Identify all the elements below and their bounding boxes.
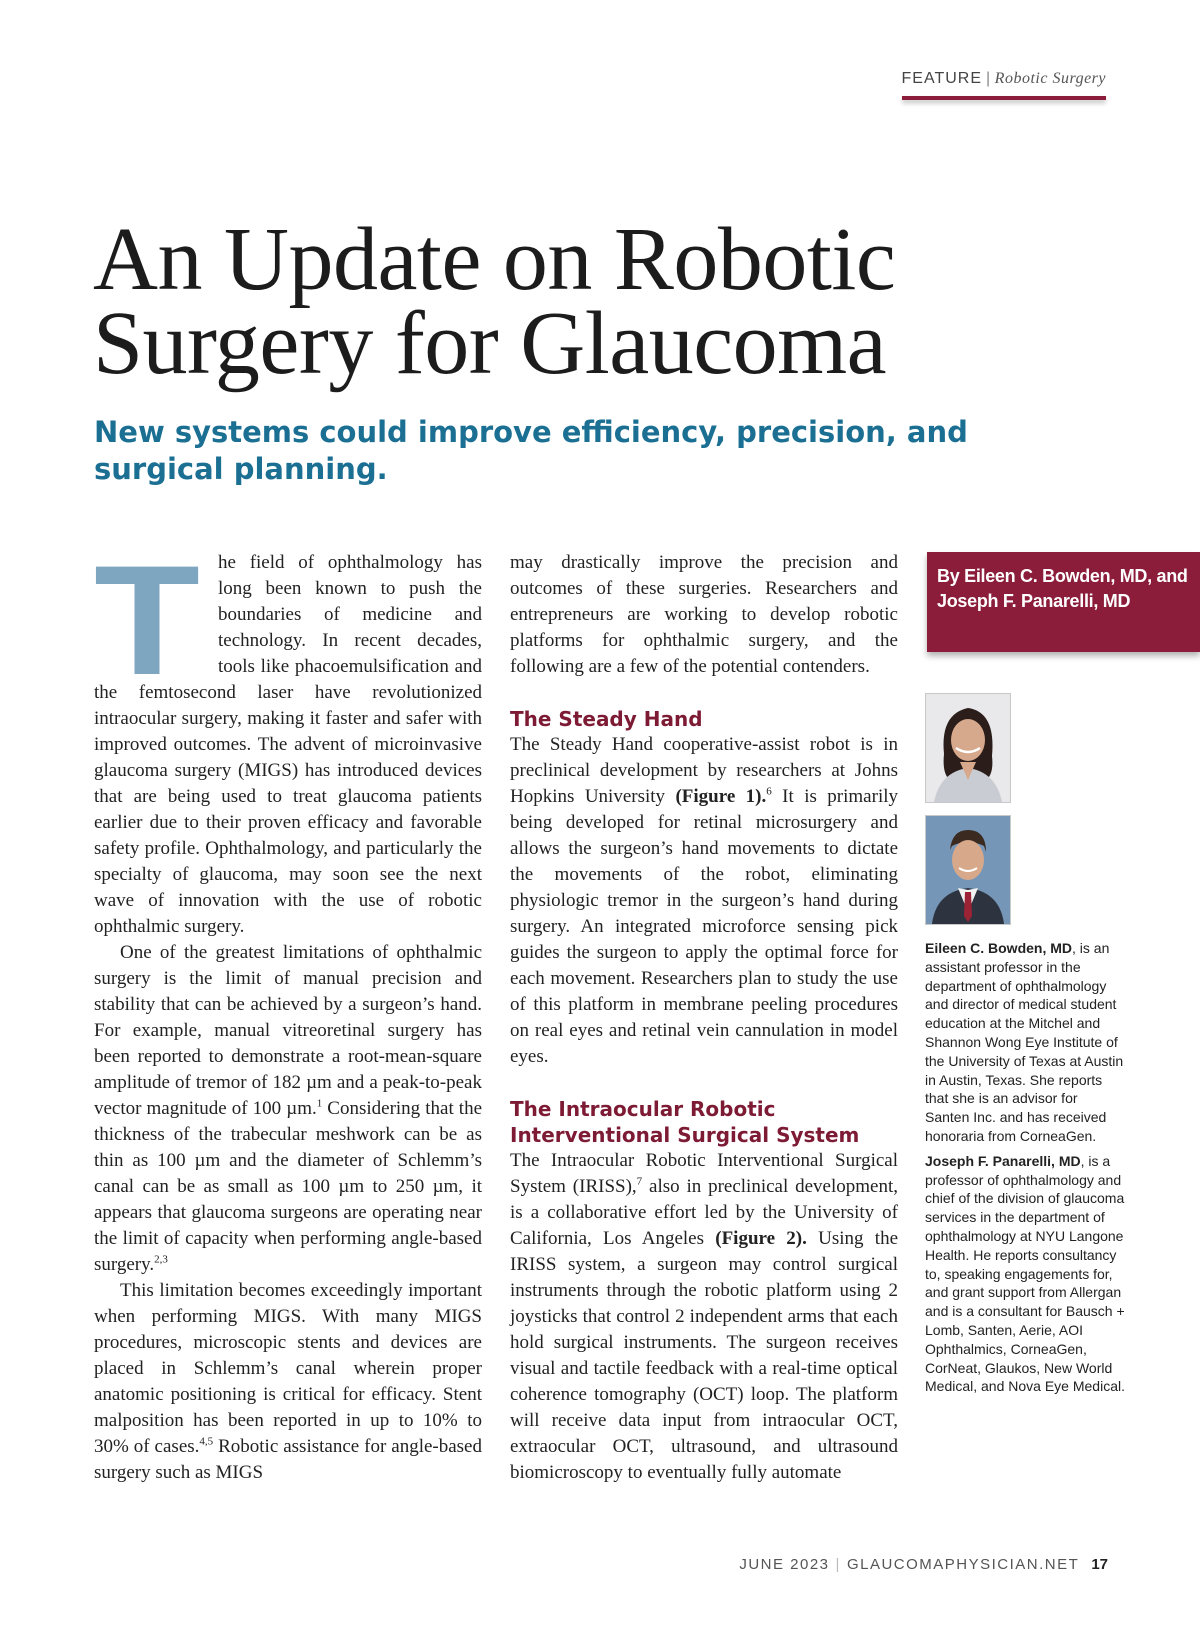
header-separator: | bbox=[986, 70, 991, 87]
feature-kicker: FEATURE bbox=[901, 70, 983, 87]
byline: By Eileen C. Bowden, MD, and Joseph F. Panarelli, MD bbox=[927, 552, 1200, 652]
section-tag bbox=[902, 70, 1106, 93]
page-number: 17 bbox=[1091, 1556, 1108, 1573]
figure-2-ref: (Figure 2). bbox=[715, 1228, 807, 1249]
bio-panarelli bbox=[925, 1152, 1125, 1396]
ref-6: 6 bbox=[766, 785, 772, 798]
paragraph-intro bbox=[94, 550, 482, 940]
heading-steady-hand: The Steady Hand bbox=[510, 707, 703, 731]
header-rule bbox=[902, 96, 1106, 100]
paragraph-iriss bbox=[510, 1148, 898, 1486]
dropcap-letter bbox=[94, 554, 208, 674]
paragraph-migs bbox=[94, 1278, 482, 1486]
ref-1: 1 bbox=[316, 1097, 323, 1110]
limitations-text-b: Considering that the thickness of the trabecular meshwork can be as thin as 100 µm and the diameter of Schlemm’s canal can be as small as 100 µm to 250 µm, it appears that glaucoma surgeons are operating near the limit of capacity when performing angle-based surgery. bbox=[94, 1098, 483, 1275]
bio-bowden-name: Eileen C. Bowden, MD bbox=[925, 940, 1073, 956]
section-name: Robotic Surgery bbox=[994, 70, 1106, 87]
ref-2-3: 2,3 bbox=[154, 1253, 168, 1266]
migs-text-b: Robotic assistance for angle-based surgery such as MIGS bbox=[94, 1436, 482, 1483]
ref-7: 7 bbox=[636, 1175, 643, 1188]
column-1 bbox=[94, 550, 482, 1486]
paragraph-limitations bbox=[94, 940, 482, 1278]
ref-4-5: 4,5 bbox=[199, 1435, 214, 1448]
article-subtitle: New systems could improve efficiency, precision, and surgical planning. bbox=[94, 415, 968, 486]
paragraph-continued: may drastically improve the precision and outcomes of these surgeries. Researchers and entrepreneurs are working to develop robotic platforms for ophthalmic surgery, and the following are a few of the potential contenders. bbox=[510, 552, 898, 677]
intro-text: he field of ophthalmology has long been known to push the boundaries of medicine and technology. In recent decades, tools like phacoemulsification and the femtosecond laser have revolutionized intraocular surgery, making it faster and safer with improved outcomes. The advent of microinvasive glaucoma surgery (MIGS) has introduced devices that are being used to treat glaucoma patients earlier due to their proven efficacy and favorable safety profile. Ophthalmology, and particularly the specialty of glaucoma, may soon see the next wave of innovation with the use of robotic ophthalmic surgery. bbox=[94, 552, 482, 937]
iriss-text-c: Using the IRISS system, a surgeon may control surgical instruments through the robotic platform using 2 joysticks that control 2 independent arms that each hold surgical instruments. The surgeon receives visual and tactile feedback with a real-time optical coherence tomography (OCT) loop. The platform will receive data input from intraocular OCT, extraocular OCT, ultrasound, and ultrasound biomicroscopy to eventually fully automate bbox=[510, 1228, 898, 1483]
footer-separator: | bbox=[835, 1556, 841, 1573]
author-photo-bowden bbox=[925, 693, 1011, 803]
migs-text-a: This limitation becomes exceedingly important when performing MIGS. With many MIGS procedures, microscopic stents and devices are placed in Schlemm’s canal wherein proper anatomic positioning is critical for efficacy. Stent malposition has been reported in up to 10% to 30% of cases. bbox=[94, 1280, 482, 1457]
bio-panarelli-text: , is a professor of ophthalmology and chief of the division of glaucoma services in the department of ophthalmology at NYU Langone Health. He reports consultancy to, speaking engagements for, and grant support from Allergan and is a consultant for Bausch + Lomb, Santen, Aerie, AOI Ophthalmics, CorneaGen, CorNeat, Glaukos, New World Medical, and Nova Eye Medical. bbox=[925, 1152, 1125, 1395]
iriss-text-b: also in preclinical development, is a collaborative effort led by the University of California, Los Angeles bbox=[510, 1176, 898, 1249]
bio-panarelli-name: Joseph F. Panarelli, MD bbox=[925, 1152, 1081, 1169]
iriss-text-a: The Intraocular Robotic Interventional Surgical System (IRISS), bbox=[510, 1150, 898, 1197]
issue-date: JUNE 2023 bbox=[739, 1556, 830, 1573]
bio-bowden bbox=[925, 939, 1125, 1146]
page-footer bbox=[739, 1556, 1108, 1573]
figure-1-ref: (Figure 1). bbox=[675, 786, 767, 807]
site-url: GLAUCOMAPHYSICIAN.NET bbox=[846, 1556, 1080, 1573]
column-2 bbox=[510, 550, 898, 1486]
author-photo-panarelli bbox=[925, 815, 1011, 925]
article-title: An Update on Robotic Surgery for Glaucoma bbox=[93, 210, 896, 393]
author-bios bbox=[925, 939, 1125, 1402]
heading-iriss: The Intraocular Robotic Interventional Surgical System bbox=[510, 1097, 860, 1147]
limitations-text-a: One of the greatest limitations of ophthalmic surgery is the limit of manual precision and stability that can be achieved by a surgeon’s hand. For example, manual vitreoretinal surgery has been reported to demonstrate a root-mean-square amplitude of tremor of 182 µm and a peak-to-peak vector magnitude of 100 µm. bbox=[94, 942, 482, 1119]
bio-bowden-text: , is an assistant professor in the department of ophthalmology and director of medical student education at the Mitchel and Shannon Wong Eye Institute of the University of Texas at Austin in Austin, Texas. She reports that she is an advisor for Santen Inc. and has received honoraria from CorneaGen. bbox=[925, 940, 1124, 1144]
steady-hand-text-a: The Steady Hand cooperative-assist robot is in preclinical development by researchers at Johns Hopkins University bbox=[510, 734, 898, 807]
steady-hand-text-b: It is primarily being developed for retinal microsurgery and allows the surgeon’s hand movements to dictate the movements of the robot, eliminating physiologic tremor in the surgeon’s hand during surgery. An integrated microforce sensing pick guides the surgeon to apply the optimal force for each movement. Researchers plan to study the use of this platform in membrane peeling procedures on real eyes and retinal vein cannulation in model eyes. bbox=[510, 786, 899, 1067]
paragraph-steady-hand bbox=[510, 732, 898, 1070]
dropcap-glyph: T bbox=[94, 554, 200, 674]
